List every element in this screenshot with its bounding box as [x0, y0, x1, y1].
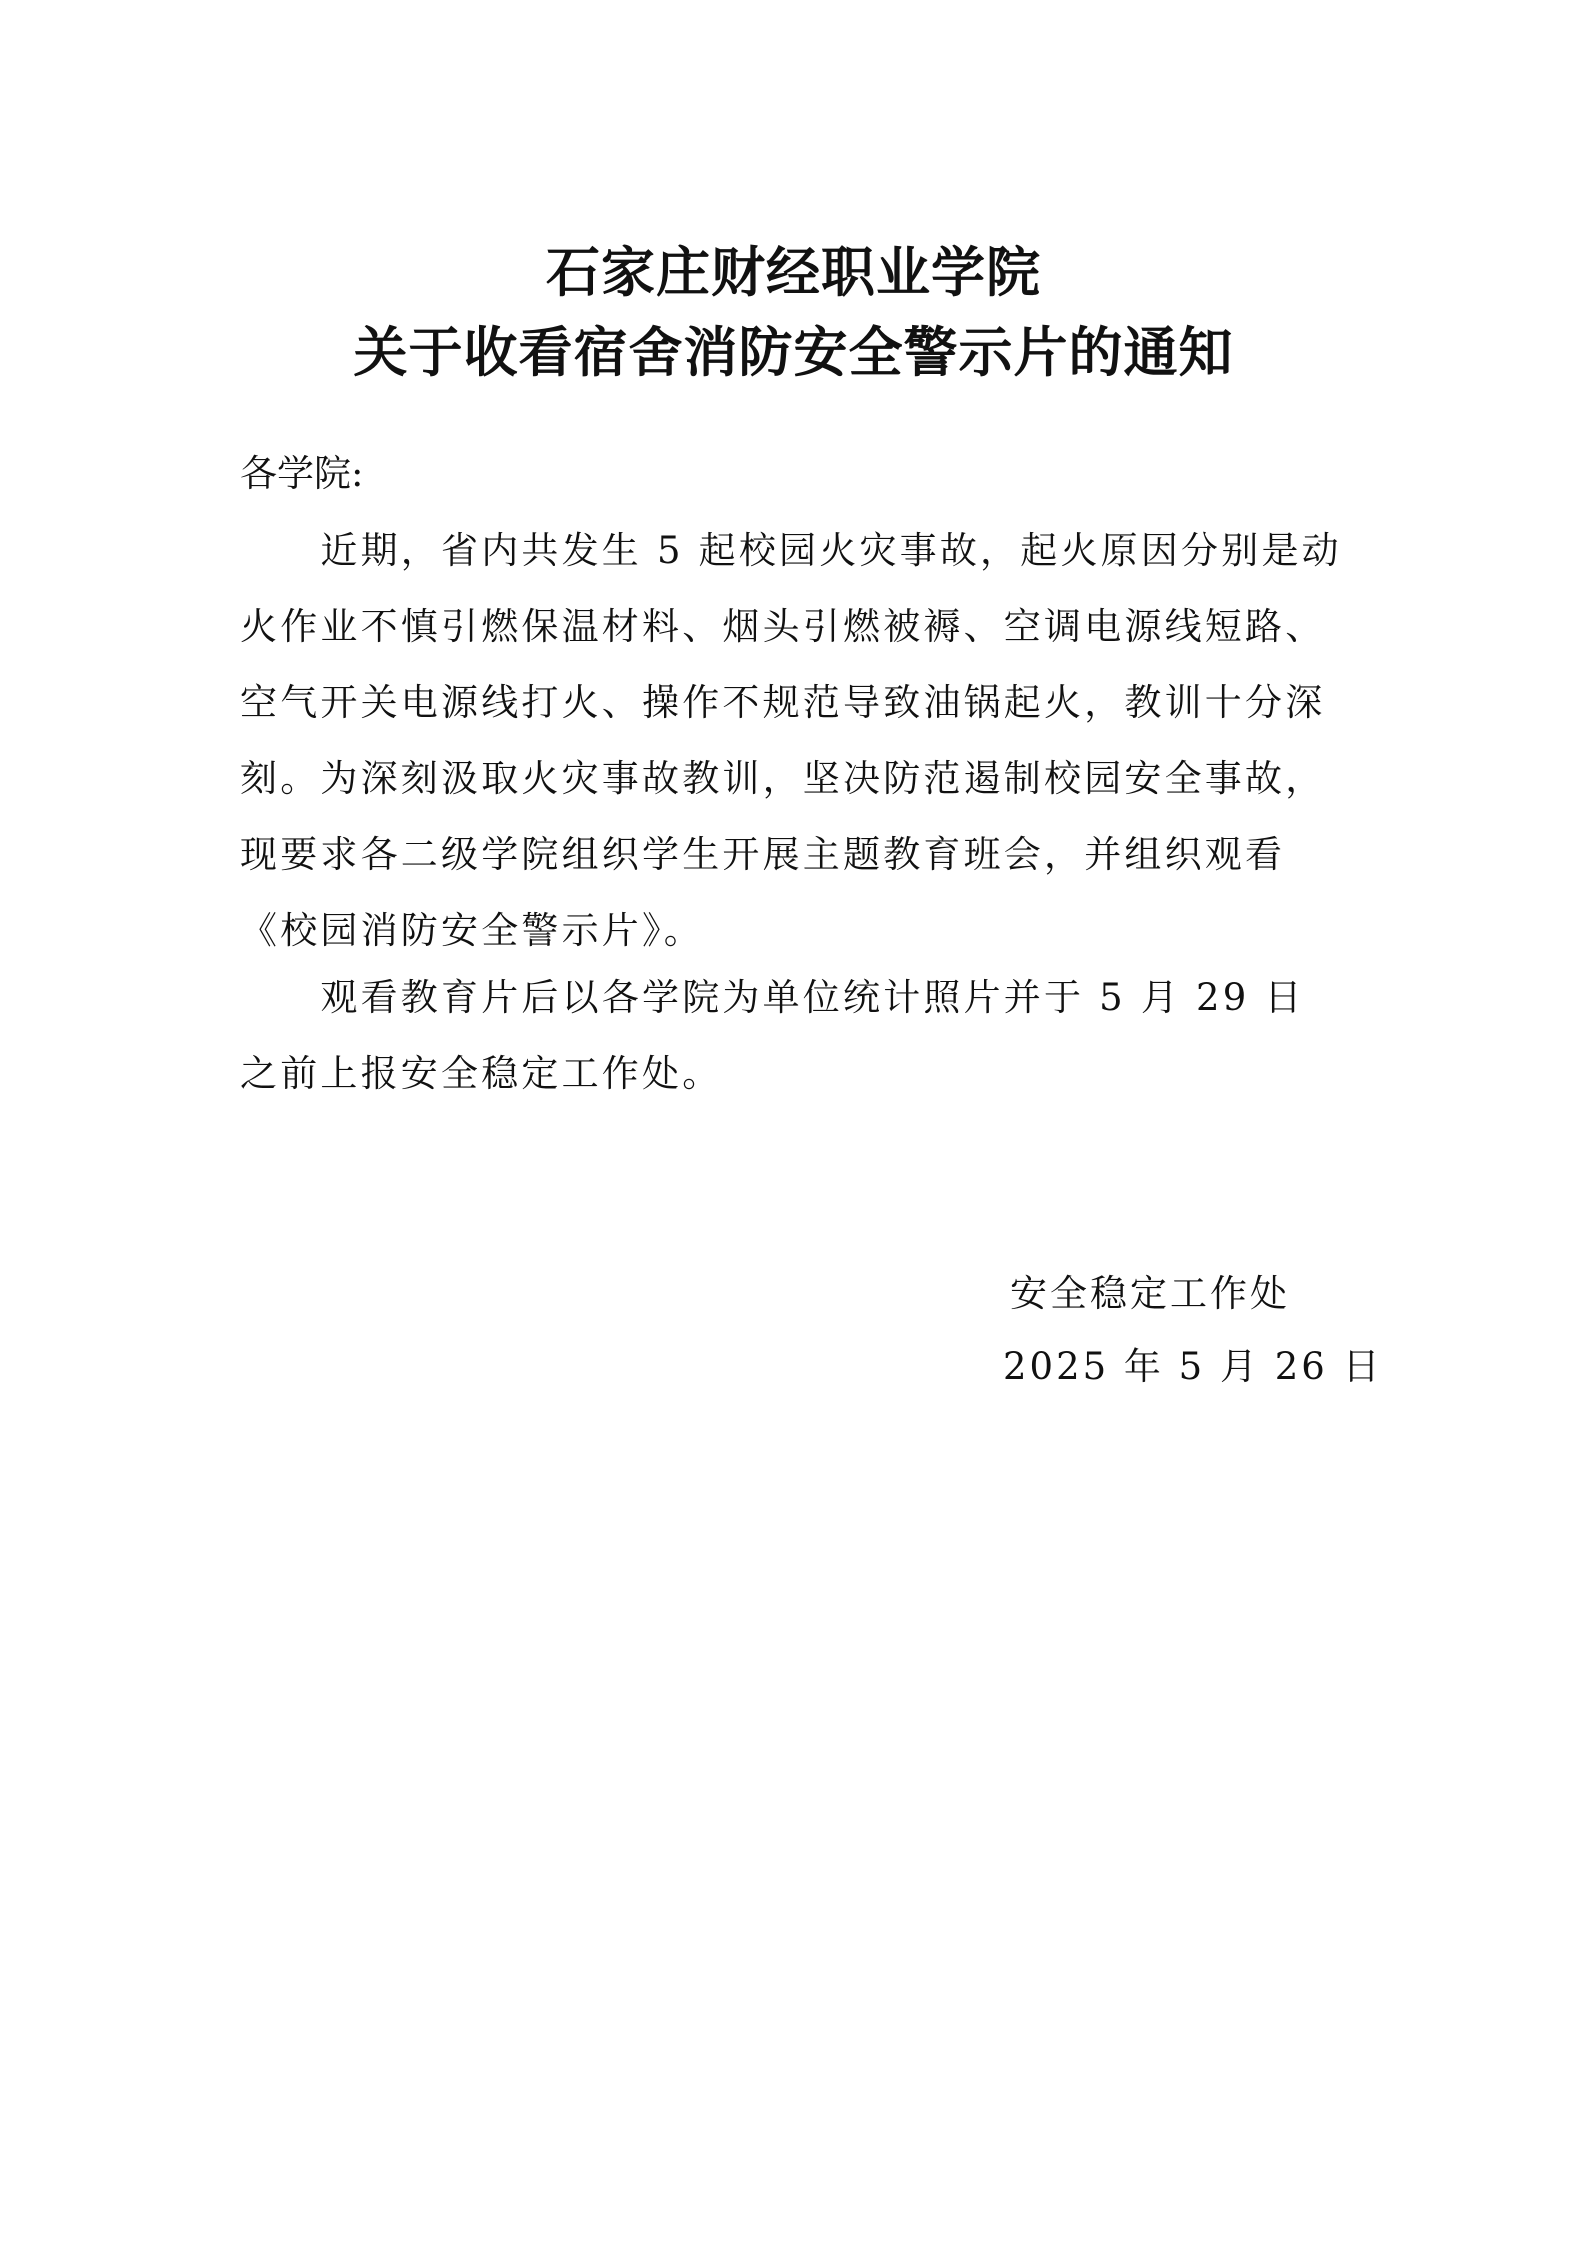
salutation: 各学院:	[240, 452, 364, 495]
paragraph-line: 近期，省内共发生 5 起校园火灾事故，起火原因分别是动	[240, 529, 1342, 572]
paragraph-line: 《校园消防安全警示片》。	[240, 909, 704, 952]
paragraph-line: 空气开关电源线打火、操作不规范导致油锅起火，教训十分深	[240, 681, 1326, 724]
paragraph-line: 刻。为深刻汲取火灾事故教训，坚决防范遏制校园安全事故，	[240, 757, 1326, 800]
paragraph-line: 火作业不慎引燃保温材料、烟头引燃被褥、空调电源线短路、	[240, 605, 1326, 648]
document-title-line-1: 石家庄财经职业学院	[546, 240, 1041, 304]
signature-date: 2025 年 5 月 26 日	[1003, 1345, 1383, 1388]
paragraph-2	[240, 960, 1350, 1112]
paragraph-line: 现要求各二级学院组织学生开展主题教育班会，并组织观看	[240, 833, 1286, 876]
paragraph-1	[240, 513, 1350, 969]
paragraph-line: 观看教育片后以各学院为单位统计照片并于 5 月 29 日	[240, 976, 1305, 1019]
document-title-line-2: 关于收看宿舍消防安全警示片的通知	[353, 320, 1234, 384]
paragraph-line: 之前上报安全稳定工作处。	[240, 1052, 723, 1095]
signature-organization: 安全稳定工作处	[1010, 1272, 1290, 1315]
